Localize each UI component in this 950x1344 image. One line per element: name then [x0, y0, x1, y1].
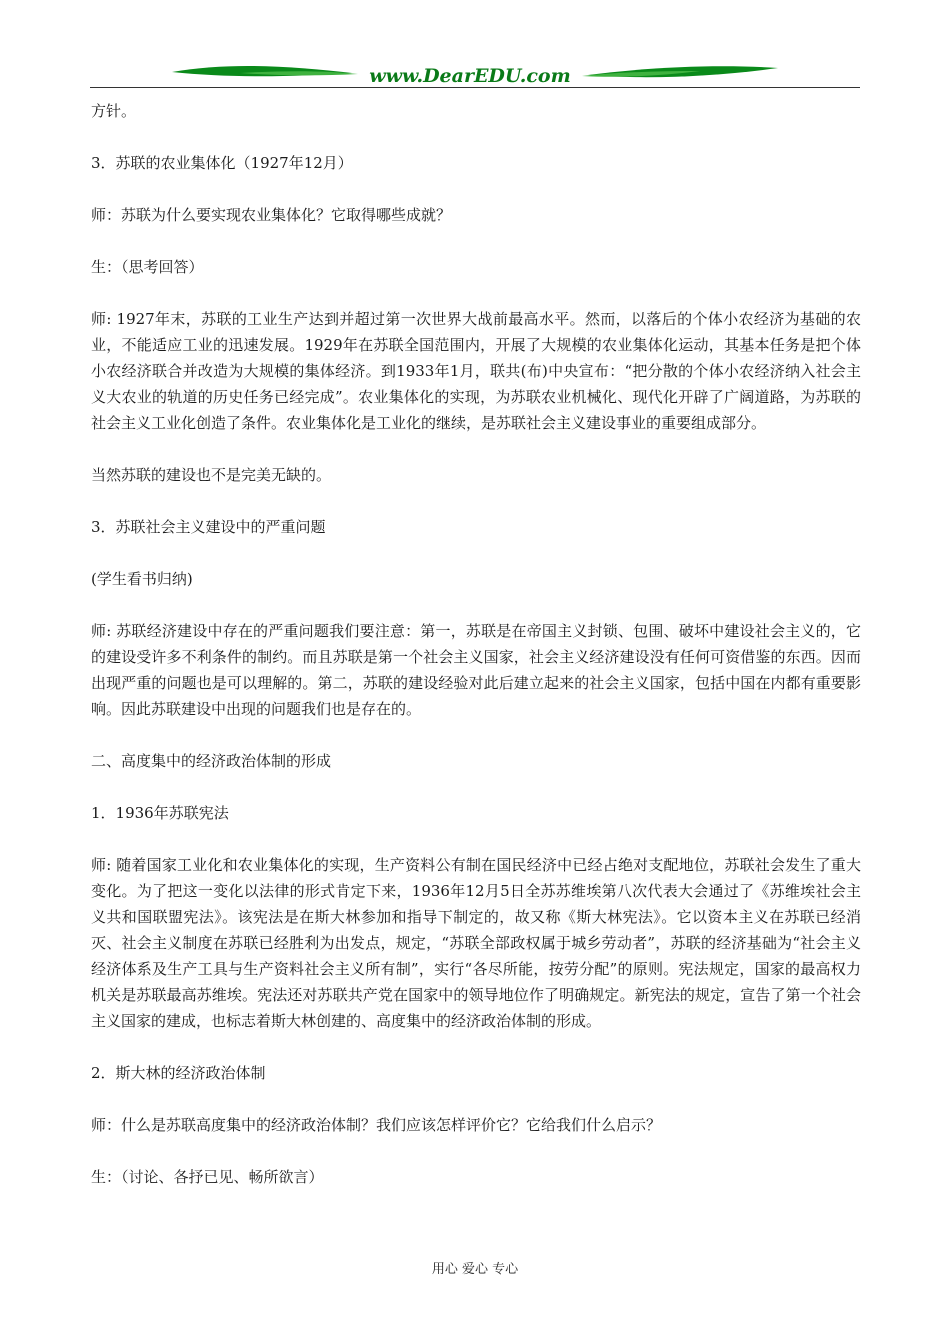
logo-text: www.DearEDU.com — [369, 65, 571, 87]
heading-stalin-system: 2．斯大林的经济政治体制 — [91, 1064, 266, 1082]
student-discussion: 生：（讨论、各抒已见、畅所欲言） — [91, 1168, 324, 1186]
heading-serious-problems: 3．苏联社会主义建设中的严重问题 — [91, 518, 326, 536]
student-reading-summary: (学生看书归纳) — [91, 570, 193, 588]
heading-1936-constitution: 1．1936年苏联宪法 — [91, 804, 229, 822]
document-body — [91, 98, 861, 1190]
teacher-explanation-problems: 师: 苏联经济建设中存在的严重问题我们要注意：第一，苏联是在帝国主义封锁、包围、破坏中建设社会主义的，它的建设受许多不利条件的制约。而且苏联是第一个社会主义国家，社会主义经济建设没有任何可资借鉴的东西。因而出现严重的问题也是可以理解的。第二，苏联的建设经验对此后建立起来的社会主义国家，包括中国在内都有重要影响。因此苏联建设中出现的问题我们也是存在的。 — [91, 622, 861, 718]
teacher-question-collectivization: 师：苏联为什么要实现农业集体化？它取得哪些成就？ — [91, 206, 452, 224]
heading-agricultural-collectivization: 3．苏联的农业集体化（1927年12月） — [91, 154, 353, 172]
section-heading-system-formation: 二、高度集中的经济政治体制的形成 — [91, 752, 332, 770]
student-answer-think: 生：（思考回答） — [91, 258, 204, 276]
paragraph-not-perfect: 当然苏联的建设也不是完美无缺的。 — [91, 466, 332, 484]
paragraph-fangzhen: 方针。 — [91, 102, 137, 120]
page-footer-motto: 用心 爱心 专心 — [431, 1262, 519, 1277]
teacher-explanation-collectivization: 师: 1927年末，苏联的工业生产达到并超过第一次世界大战前最高水平。然而，以落后的个体小农经济为基础的农业，不能适应工业的迅速发展。1929年在苏联全国范围内，开展了大规模的农业集体化运动，其基本任务是把个体小农经济联合并改造为大规模的集体经济。到1933年1月，联共(布)中央宣布：“把分散的个体小农经济纳入社会主义大农业的轨道的历史任务已经完成”。农业集体化的实现，为苏联农业机械化、现代化开辟了广阔道路，为苏联的社会主义工业化创造了条件。农业集体化是工业化的继续，是苏联社会主义建设事业的重要组成部分。 — [91, 310, 861, 432]
dearedu-logo — [90, 56, 860, 90]
header-divider — [90, 87, 860, 88]
page-header — [90, 56, 860, 90]
teacher-question-system: 师：什么是苏联高度集中的经济政治体制？我们应该怎样评价它？它给我们什么启示？ — [91, 1116, 662, 1134]
teacher-explanation-constitution: 师: 随着国家工业化和农业集体化的实现，生产资料公有制在国民经济中已经占绝对支配地位，苏联社会发生了重大变化。为了把这一变化以法律的形式肯定下来，1936年12月5日全苏苏维埃第八次代表大会通过了《苏维埃社会主义共和国联盟宪法》。该宪法是在斯大林参加和指导下制定的，故又称《斯大林宪法》。它以资本主义在苏联已经消灭、社会主义制度在苏联已经胜利为出发点，规定，“苏联全部政权属于城乡劳动者”，苏联的经济基础为“社会主义经济体系及生产工具与生产资料社会主义所有制”，实行“各尽所能，按劳分配”的原则。宪法规定，国家的最高权力机关是苏联最高苏维埃。宪法还对苏联共产党在国家中的领导地位作了明确规定。新宪法的规定，宣告了第一个社会主义国家的建成，也标志着斯大林创建的、高度集中的经济政治体制的形成。 — [91, 856, 861, 1030]
